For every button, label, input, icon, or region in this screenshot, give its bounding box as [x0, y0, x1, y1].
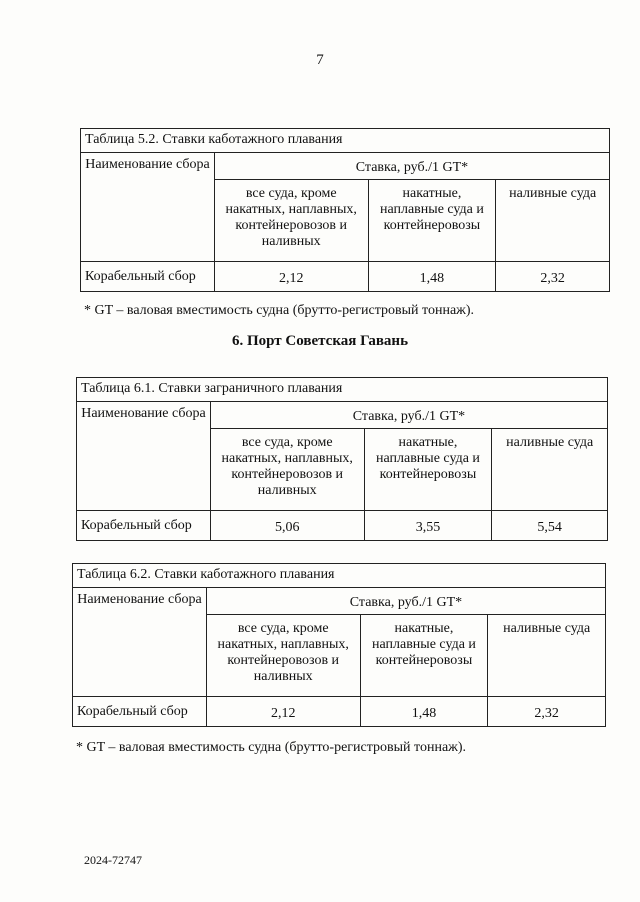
- subheader-all-vessels: все суда, кроме накатных, наплавных, контейнеровозов и наливных: [206, 615, 360, 697]
- subheader-all-vessels: все суда, кроме накатных, наплавных, контейнеровозов и наливных: [214, 180, 368, 262]
- column-header-rate: Ставка, руб./1 GT*: [214, 153, 609, 180]
- table-6-2: [72, 563, 606, 727]
- value-all-vessels: 5,06: [210, 511, 364, 541]
- subheader-tankers: наливные суда: [492, 429, 608, 511]
- subheader-tankers: наливные суда: [488, 615, 606, 697]
- value-tankers: 5,54: [492, 511, 608, 541]
- column-header-rate: Ставка, руб./1 GT*: [210, 402, 607, 429]
- table-caption: Таблица 6.2. Ставки каботажного плавания: [73, 564, 606, 588]
- subheader-roro-containers: накатные, наплавные суда и контейнеровозы: [360, 615, 488, 697]
- value-all-vessels: 2,12: [214, 262, 368, 292]
- subheader-roro-containers: накатные, наплавные суда и контейнеровозы: [368, 180, 496, 262]
- document-id: 2024-72747: [84, 853, 142, 867]
- value-all-vessels: 2,12: [206, 697, 360, 727]
- subheader-roro-containers: накатные, наплавные суда и контейнеровозы: [364, 429, 492, 511]
- row-label: Корабельный сбор: [81, 262, 215, 292]
- row-label: Корабельный сбор: [77, 511, 211, 541]
- footnote: * GT – валовая вместимость судна (брутто-регистровый тоннаж).: [84, 303, 474, 318]
- value-roro-containers: 1,48: [360, 697, 488, 727]
- value-tankers: 2,32: [488, 697, 606, 727]
- table-caption: Таблица 6.1. Ставки заграничного плавания: [77, 378, 608, 402]
- table-5-2: [80, 128, 610, 292]
- table-6-1: [76, 377, 608, 541]
- footnote: * GT – валовая вместимость судна (брутто-регистровый тоннаж).: [76, 740, 466, 755]
- column-header-name: Наименование сбора: [81, 153, 215, 262]
- value-tankers: 2,32: [496, 262, 610, 292]
- page-number: 7: [316, 52, 324, 68]
- column-header-name: Наименование сбора: [73, 588, 207, 697]
- row-label: Корабельный сбор: [73, 697, 207, 727]
- column-header-name: Наименование сбора: [77, 402, 211, 511]
- subheader-all-vessels: все суда, кроме накатных, наплавных, контейнеровозов и наливных: [210, 429, 364, 511]
- table-caption: Таблица 5.2. Ставки каботажного плавания: [81, 129, 610, 153]
- section-heading: 6. Порт Советская Гавань: [231, 333, 409, 349]
- column-header-rate: Ставка, руб./1 GT*: [206, 588, 605, 615]
- value-roro-containers: 3,55: [364, 511, 492, 541]
- value-roro-containers: 1,48: [368, 262, 496, 292]
- subheader-tankers: наливные суда: [496, 180, 610, 262]
